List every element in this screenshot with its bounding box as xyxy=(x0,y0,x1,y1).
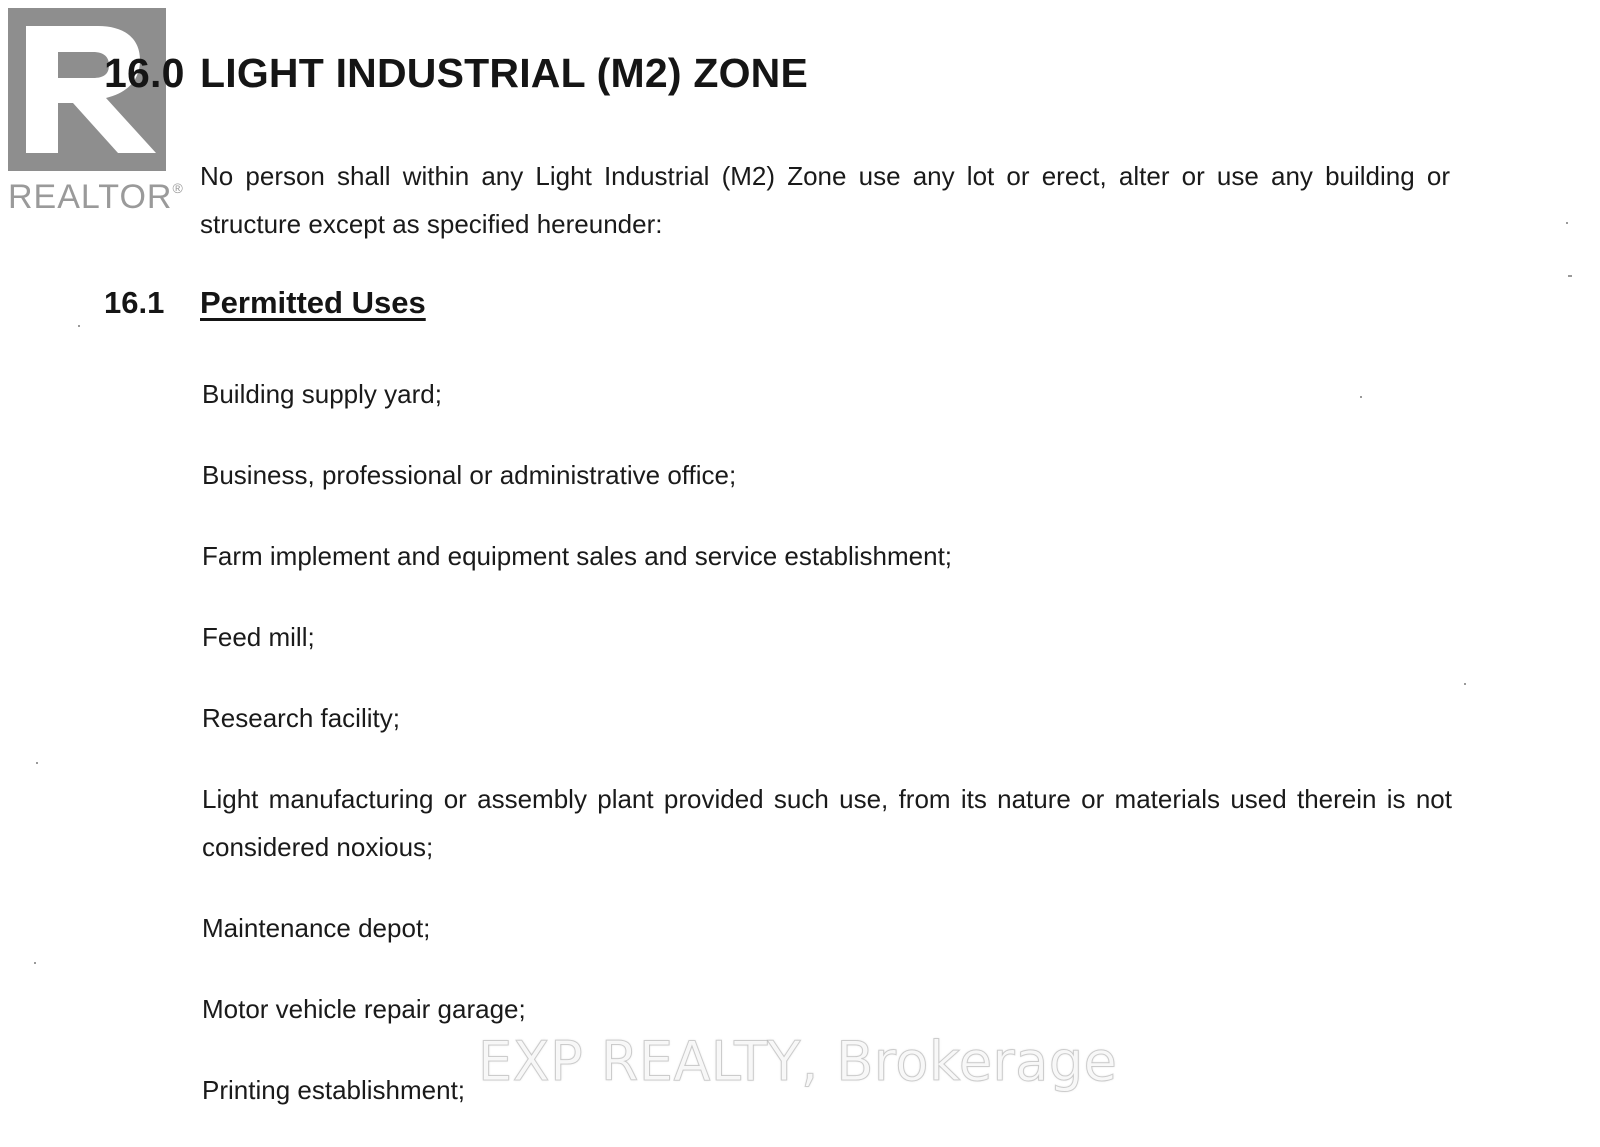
permitted-use-item: Maintenance depot; xyxy=(202,913,431,943)
permitted-use-item: Building supply yard; xyxy=(202,379,442,409)
scan-speck xyxy=(1464,683,1466,685)
permitted-use-item: Farm implement and equipment sales and service establishment; xyxy=(202,541,953,571)
permitted-use-item: Feed mill; xyxy=(202,622,315,652)
permitted-use-item: Research facility; xyxy=(202,703,400,733)
scan-speck xyxy=(78,325,80,327)
section-number: 16.0 xyxy=(104,50,185,96)
section-heading xyxy=(104,50,808,97)
permitted-use-item: Business, professional or administrative office; xyxy=(202,460,737,490)
subsection-number: 16.1 xyxy=(104,285,165,320)
section-title: LIGHT INDUSTRIAL (M2) ZONE xyxy=(200,50,809,96)
scan-speck xyxy=(1566,222,1568,224)
scan-speck xyxy=(1568,275,1572,277)
permitted-use-item: Light manufacturing or assembly plant provided such use, from its nature or materials used therein is not considered noxious; xyxy=(202,784,1452,862)
subsection-title: Permitted Uses xyxy=(200,285,426,320)
permitted-use-item: Printing establishment; xyxy=(202,1075,466,1105)
realtor-logo xyxy=(8,8,184,216)
brokerage-watermark: EXP REALTY, Brokerage xyxy=(478,1030,1118,1093)
subsection-heading xyxy=(104,285,426,321)
intro-paragraph: No person shall within any Light Industrial (M2) Zone use any lot or erect, alter or use any building or structure except as specified hereunder: xyxy=(200,161,1450,239)
scan-speck xyxy=(1360,396,1362,398)
realtor-wordmark: REALTOR® xyxy=(8,178,184,216)
scan-speck xyxy=(34,962,36,964)
permitted-use-item: Motor vehicle repair garage; xyxy=(202,994,526,1024)
scan-speck xyxy=(36,762,38,764)
